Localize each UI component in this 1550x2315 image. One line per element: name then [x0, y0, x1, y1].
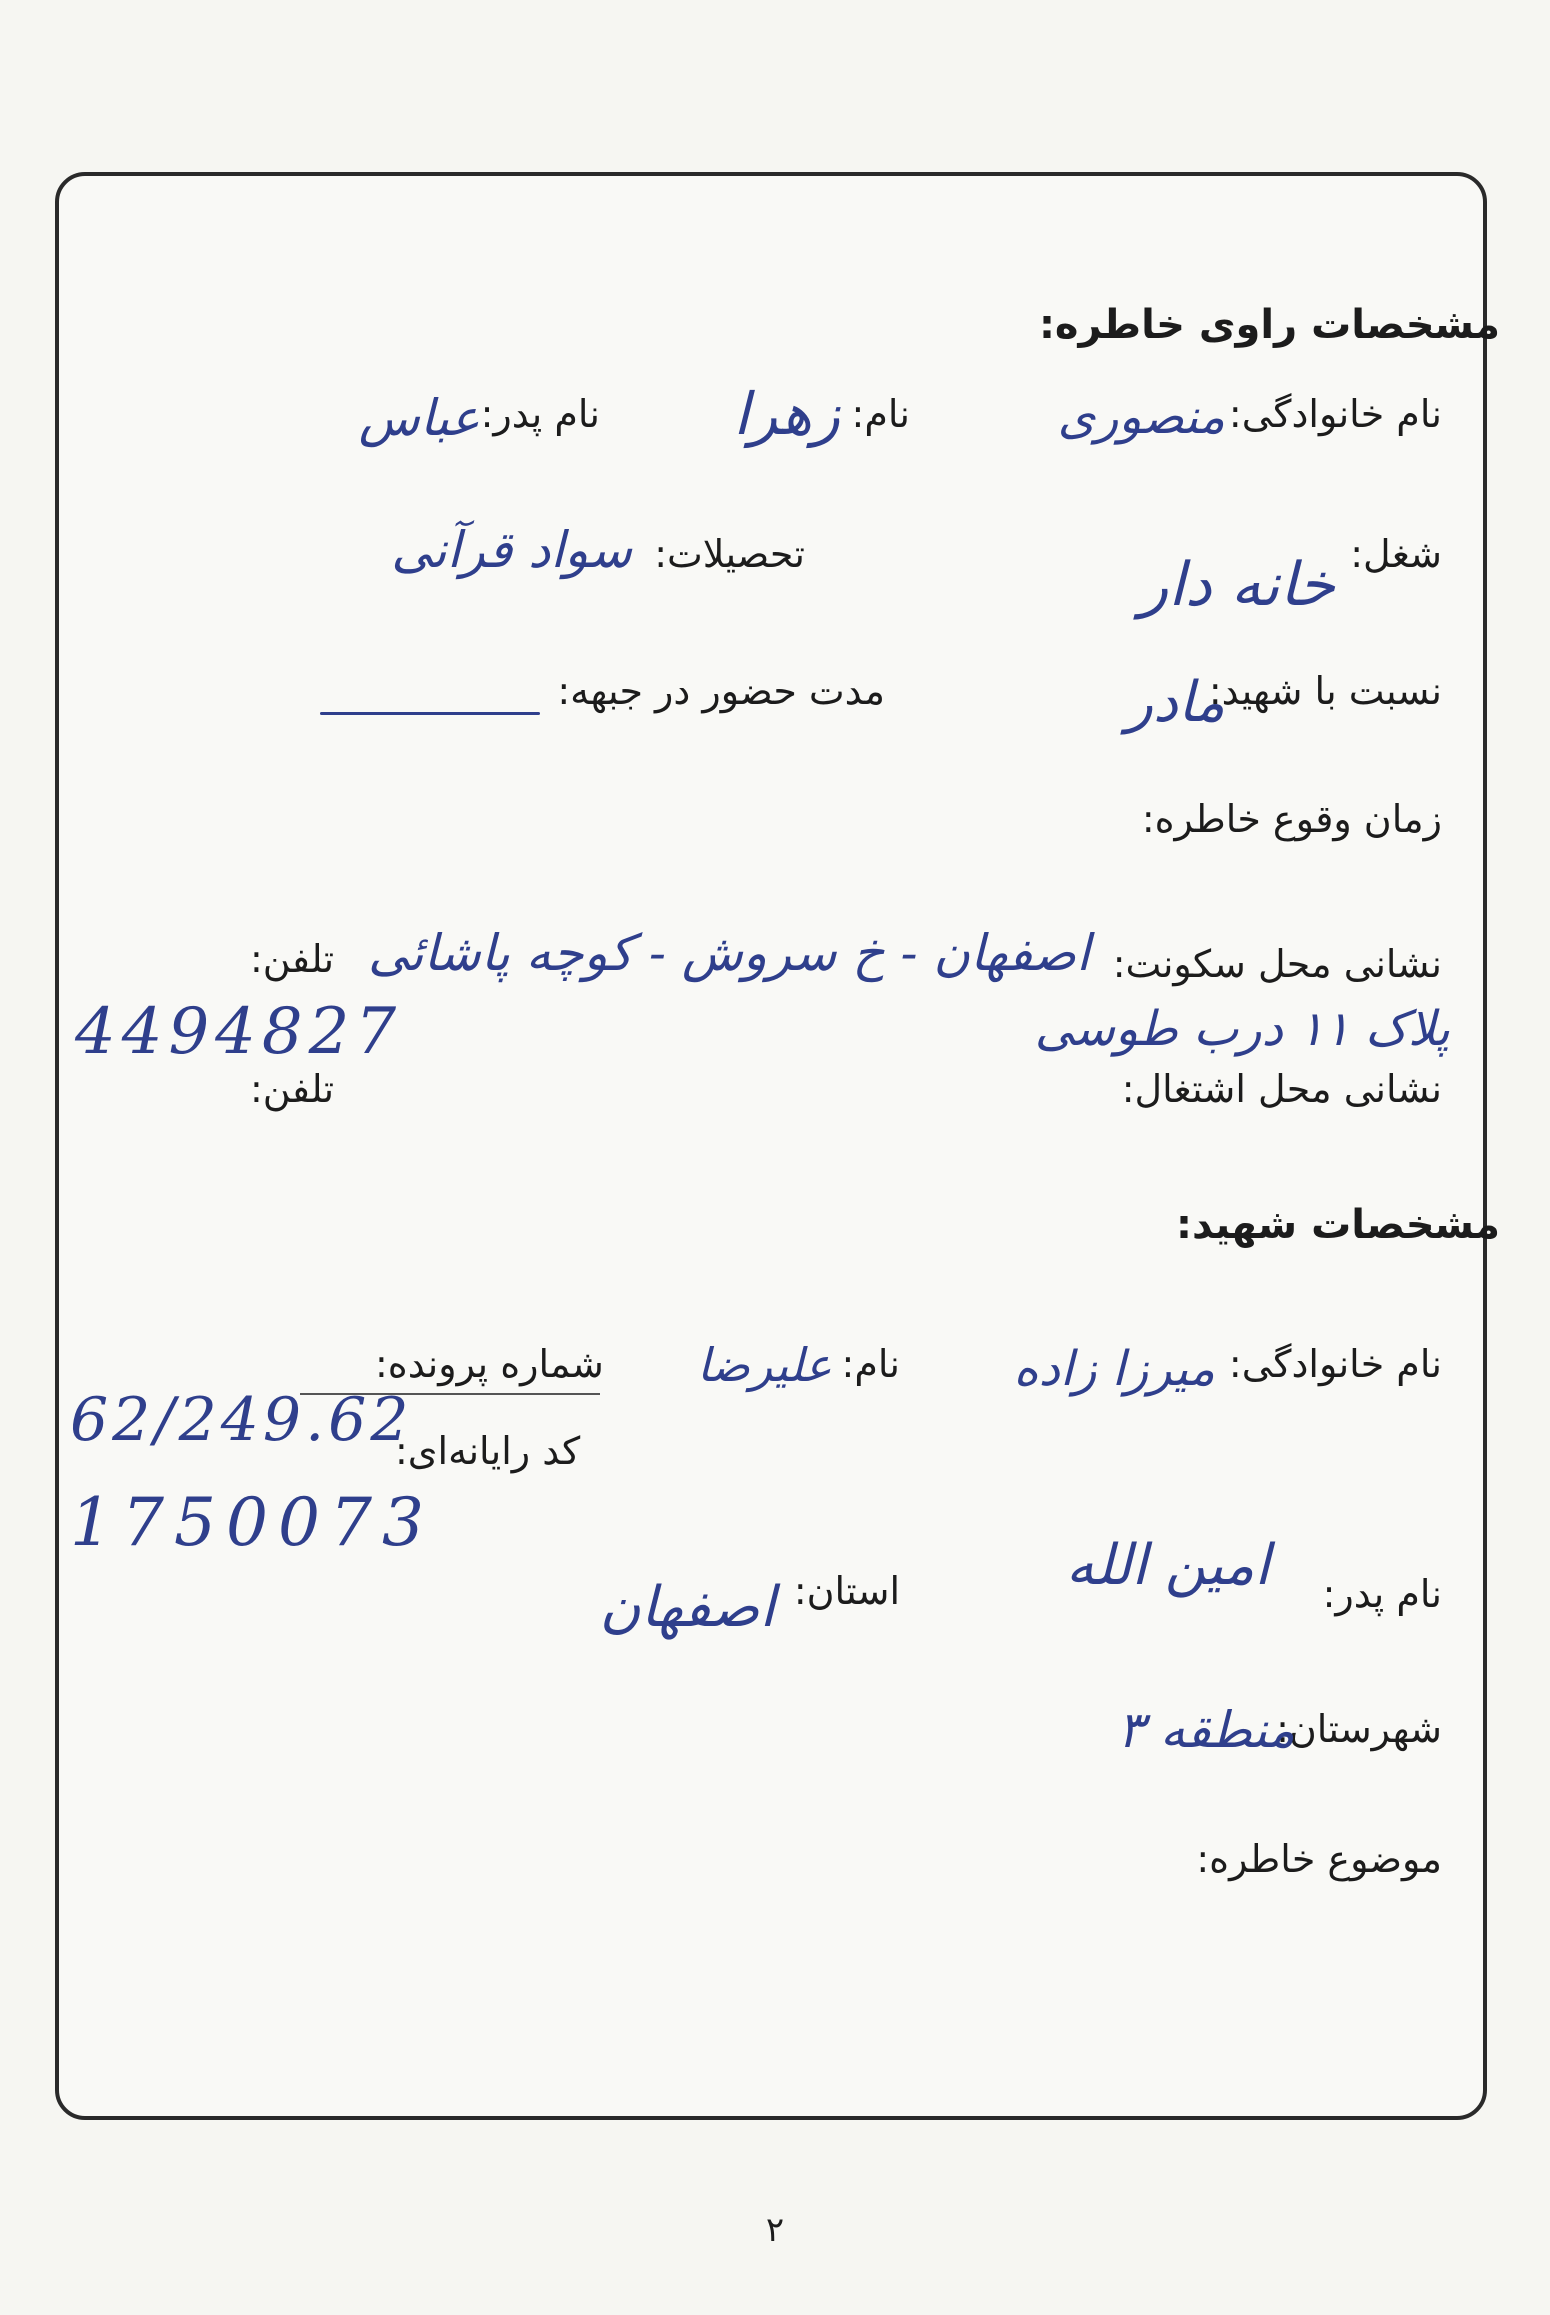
martyr-file-number-value: 62/249.62: [70, 1385, 413, 1455]
memory-subject-label: موضوع خاطره:: [1196, 1837, 1442, 1881]
narrator-relation-label: نسبت با شهید:: [1208, 669, 1442, 713]
narrator-father-label: نام پدر:: [480, 392, 600, 436]
narrator-education-value: سواد قرآنی: [391, 521, 632, 579]
narrator-job-value: خانه دار: [1139, 550, 1335, 620]
narrator-heading: مشخصات راوی خاطره:: [1038, 302, 1500, 348]
work-address-label: نشانی محل اشتغال:: [1121, 1067, 1442, 1111]
martyr-city-value: منطقه ۳: [1117, 1701, 1295, 1759]
narrator-education-label: تحصیلات:: [654, 532, 805, 576]
home-phone-value: 4494827: [75, 995, 403, 1069]
martyr-family-value: میرزا زاده: [1013, 1341, 1215, 1397]
home-phone-label: تلفن:: [250, 937, 335, 981]
martyr-computer-code-label: کد رایانه‌ای:: [395, 1429, 581, 1473]
home-address-label: نشانی محل سکونت:: [1112, 942, 1442, 986]
home-address-value-2: پلاک ۱۱ درب طوسی: [1034, 1001, 1450, 1057]
martyr-file-number-label: شماره پرونده:: [375, 1342, 604, 1386]
martyr-province-label: استان:: [793, 1569, 900, 1613]
narrator-father-value: عباس: [358, 389, 480, 447]
work-phone-label: تلفن:: [250, 1067, 335, 1111]
page-number: ۲: [765, 2210, 785, 2250]
narrator-job-label: شغل:: [1350, 532, 1442, 576]
memory-time-label: زمان وقوع خاطره:: [1141, 797, 1442, 841]
martyr-heading: مشخصات شهید:: [1175, 1202, 1500, 1248]
martyr-family-label: نام خانوادگی:: [1228, 1342, 1442, 1386]
martyr-name-label: نام:: [841, 1342, 900, 1386]
home-address-value: اصفهان - خ سروش - کوچه پاشائی: [368, 924, 1090, 982]
narrator-name-label: نام:: [851, 392, 910, 436]
martyr-city-label: شهرستان:: [1276, 1707, 1442, 1751]
narrator-relation-value: مادر: [1125, 670, 1225, 735]
martyr-computer-code-value: 1750073: [70, 1484, 434, 1561]
front-duration-line: [320, 712, 540, 715]
narrator-front-duration-label: مدت حضور در جبهه:: [557, 669, 885, 713]
narrator-name-value: زهرا: [733, 380, 840, 448]
martyr-father-value: امین الله: [1065, 1533, 1270, 1598]
martyr-province-value: اصفهان: [599, 1575, 775, 1640]
narrator-family-value: منصوری: [1057, 389, 1225, 445]
martyr-name-value: علیرضا: [696, 1338, 832, 1392]
narrator-family-label: نام خانوادگی:: [1228, 392, 1442, 436]
form-frame: [55, 172, 1487, 2120]
martyr-father-label: نام پدر:: [1322, 1572, 1442, 1616]
